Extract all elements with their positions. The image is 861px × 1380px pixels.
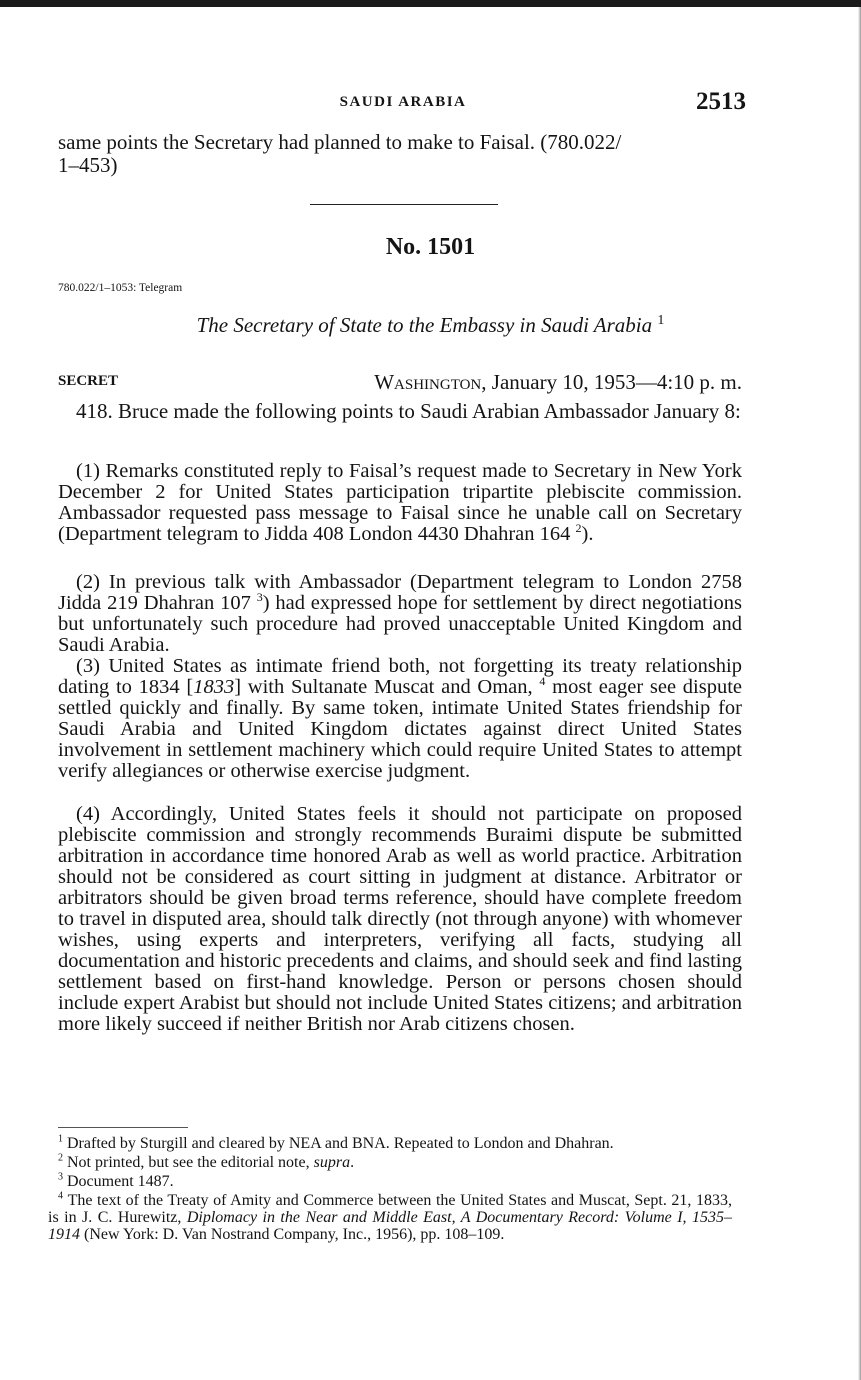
footnote-2-mark: 2: [58, 1152, 63, 1164]
footnote-3-text: Document 1487.: [67, 1173, 174, 1190]
footnote-rule: [58, 1127, 188, 1128]
section-divider: [310, 204, 498, 205]
document-number: No. 1501: [385, 234, 476, 260]
file-reference: 780.022/1–1053: Telegram: [58, 282, 183, 294]
point-4: [58, 804, 742, 1035]
footnote-2-italic: supra: [313, 1154, 351, 1171]
classification-label: SECRET: [58, 373, 119, 389]
point-3-bracket-year: 1833: [193, 676, 235, 698]
point-2-tail: ) had expressed hope for settlement by direct negotiations but unfortunately such procedure had proved unacceptable United Kingdom and Saudi Arabia.: [58, 592, 743, 656]
footnote-2: [48, 1154, 732, 1171]
page-number: 2513: [696, 88, 746, 115]
footnote-3: [48, 1173, 732, 1190]
running-head: [60, 88, 746, 120]
dateline-place: Washington: [374, 370, 482, 394]
footnote-4-book-title: Diplomacy in the Near and Middle East, A Documentary Record: Volume I, 1535–1914: [48, 1209, 733, 1243]
opening-paragraph: 418. Bruce made the following points to Saudi Arabian Ambassador January 8:: [76, 399, 741, 423]
point-1-text: [58, 461, 742, 545]
footnote-ref-1: 1: [657, 313, 665, 328]
footnote-4-mark: 4: [58, 1190, 63, 1202]
footnote-3-mark: 3: [58, 1171, 63, 1183]
footnote-2-end: .: [350, 1154, 355, 1171]
point-2: [58, 572, 742, 656]
running-head-title: SAUDI ARABIA: [339, 94, 467, 110]
point-2-body: (2) In previous talk with Ambassador (Department telegram to London 2758 Jidda 219 Dhahran 107: [58, 571, 742, 614]
footnote-1-mark: 1: [58, 1133, 63, 1145]
footnote-2-text: Not printed, but see the editorial note,: [67, 1154, 314, 1171]
footnote-1-text: Drafted by Sturgill and cleared by NEA and BNA. Repeated to London and Dhahran.: [67, 1135, 614, 1152]
footnote-4-end: (New York: D. Van Nostrand Company, Inc., 1956), pp. 108–109.: [80, 1226, 505, 1243]
dateline-row: [58, 370, 742, 396]
document-title: [0, 313, 861, 338]
point-3-part-b: ] with Sultanate Muscat and Oman,: [234, 676, 533, 698]
footnotes: [48, 1135, 732, 1245]
point-1-tail: ).: [581, 523, 594, 545]
dateline: [374, 370, 742, 395]
point-3-part-a: (3) United States as intimate friend both, not forgetting its treaty relationship dating to 1834 [: [58, 655, 742, 698]
carryover-line-1: same points the Secretary had planned to make to Faisal. (780.022/: [58, 130, 622, 154]
footnote-ref-2: 2: [575, 521, 582, 536]
document-title-text: The Secretary of State to the Embassy in Saudi Arabia: [196, 313, 653, 337]
page-top-edge: [0, 0, 861, 7]
footnote-4-text: The text of the Treaty of Amity and Commerce between the United States and Muscat, Sept. 21, 1833, is in J. C. Hurewitz,: [48, 1192, 733, 1226]
footnote-1: [48, 1135, 732, 1152]
point-2-text: [58, 572, 742, 656]
point-3-part-c: most eager see dispute settled quickly and finally. By same token, intimate United States friendship for Saudi Arabia and United Kingdom dictates against direct United States involvement in settlement machinery which could require United States to attempt verify allegiances or otherwise exercise judgment.: [58, 676, 743, 782]
footnote-ref-3: 3: [256, 590, 263, 605]
point-1-body: (1) Remarks constituted reply to Faisal’s request made to Secretary in New York December 2 for United States participation tripartite plebiscite commission. Ambassador requested pass message to Faisal since he unable call on Secretary (Department telegram to Jidda 408 London 4430 Dhahran 164: [58, 460, 742, 545]
point-3: [58, 656, 742, 782]
carryover-paragraph: [58, 131, 742, 177]
carryover-line-2: 1–453): [58, 153, 118, 177]
point-1: [58, 461, 742, 545]
footnote-4: [48, 1192, 732, 1243]
footnote-ref-4: 4: [539, 674, 546, 689]
point-4-text: (4) Accordingly, United States feels it should not participate on proposed plebiscite commission and strongly recommends Buraimi dispute be submitted arbitration in accordance time honored Arab as well as world practice. Arbitration should not be considered as court sitting in judgment at distance. Arbitrator or arbitrators should be given broad terms reference, should have complete freedom to travel in disputed area, should talk directly (not through anyone) with whomever wishes, using experts and interpreters, verifying all facts, studying all documentation and historic precedents and claims, and should seek and find lasting settlement based on first-hand knowledge. Person or persons chosen should include expert Arabist but should not include United States citizens; and arbitration more likely succeed if neither British nor Arab citizens chosen.: [58, 803, 742, 1035]
dateline-date: , January 10, 1953—4:10 p. m.: [481, 370, 742, 394]
point-3-text: [58, 656, 742, 782]
